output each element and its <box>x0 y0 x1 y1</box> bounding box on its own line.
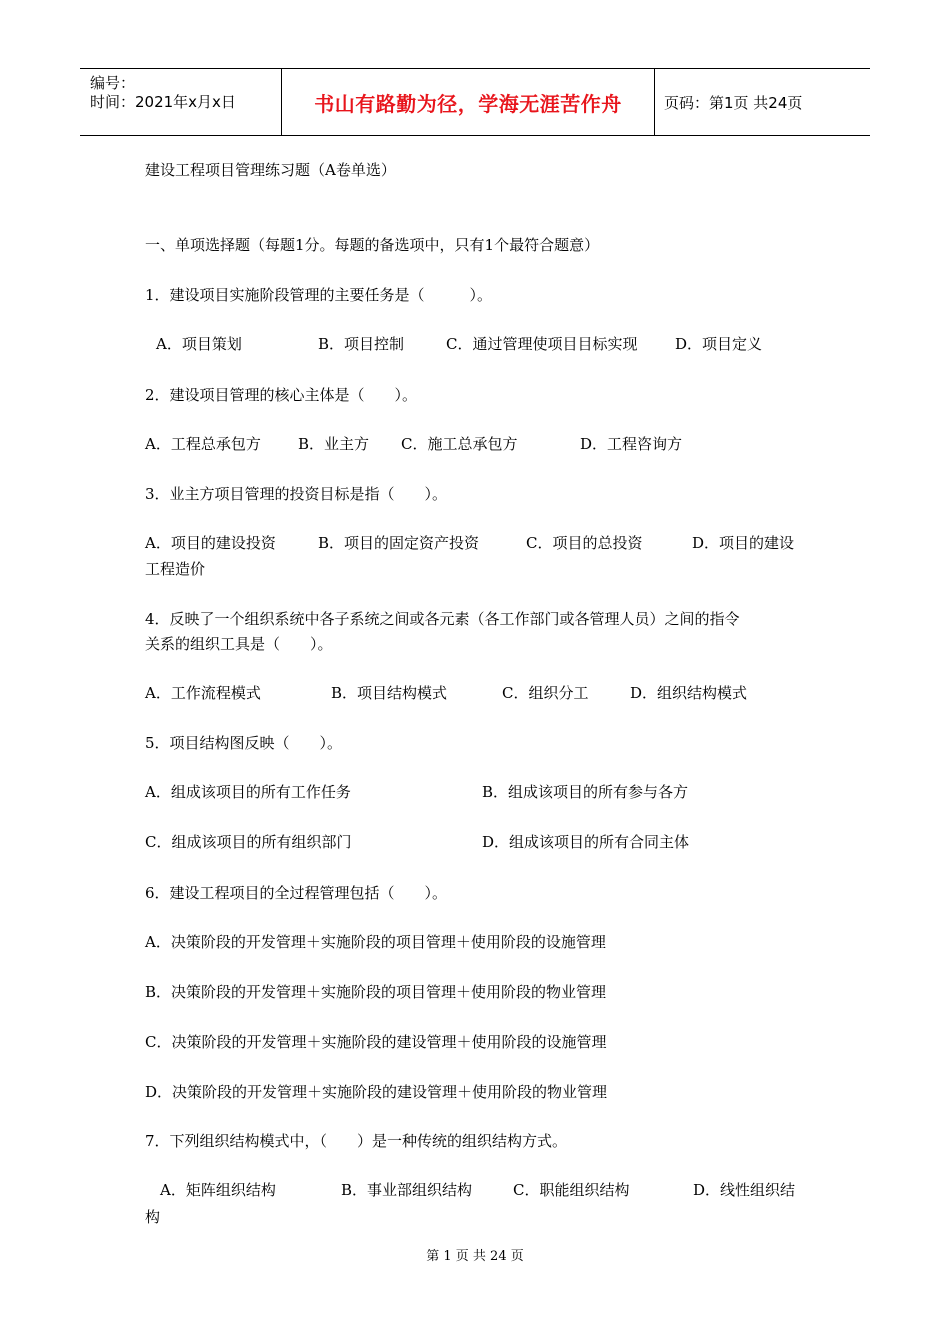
question-3-option-d-continued: 工程造价 <box>145 560 206 578</box>
question-3-stem: 3．业主方项目管理的投资目标是指（ ）。 <box>145 485 448 503</box>
question-7-option-d-continued: 构 <box>145 1208 161 1226</box>
question-3-option-c: C．项目的总投资 <box>526 534 643 552</box>
question-4-option-d: D．组织结构模式 <box>630 684 748 702</box>
question-5-option-c: C．组成该项目的所有组织部门 <box>145 833 352 851</box>
question-7-option-c: C．职能组织结构 <box>513 1181 630 1199</box>
question-7-option-b: B．事业部组织结构 <box>341 1181 473 1199</box>
header-slogan: 书山有路勤为径，学海无涯苦作舟 <box>314 91 622 116</box>
question-6-option-b: B．决策阶段的开发管理＋实施阶段的项目管理＋使用阶段的物业管理 <box>145 983 607 1001</box>
question-3-option-b: B．项目的固定资产投资 <box>318 534 480 552</box>
page-header <box>80 68 870 136</box>
question-1-option-a: A．项目策划 <box>156 335 242 353</box>
question-5-option-d: D．组成该项目的所有合同主体 <box>482 833 690 851</box>
question-5-stem: 5．项目结构图反映（ ）。 <box>145 734 343 752</box>
header-page-info: 页码：第1页 共24页 <box>664 93 803 112</box>
question-1-option-b: B．项目控制 <box>318 335 405 353</box>
question-4-option-a: A．工作流程模式 <box>145 684 261 702</box>
document-number-label: 编号： <box>90 74 136 92</box>
question-1-option-c: C．通过管理使项目目标实现 <box>446 335 638 353</box>
question-4-stem-continued: 关系的组织工具是（ ）。 <box>145 635 333 653</box>
question-4-option-b: B．项目结构模式 <box>331 684 448 702</box>
document-date-label: 时间：2021年x月x日 <box>90 93 236 111</box>
question-4-stem: 4．反映了一个组织系统中各子系统之间或各元素（各工作部门或各管理人员）之间的指令 <box>145 610 740 628</box>
question-2-stem: 2．建设项目管理的核心主体是（ ）。 <box>145 386 418 404</box>
header-meta <box>80 69 281 135</box>
question-5-option-a: A．组成该项目的所有工作任务 <box>145 783 351 801</box>
question-7-stem: 7．下列组织结构模式中，（ ）是一种传统的组织结构方式。 <box>145 1132 568 1150</box>
question-4-option-c: C．组织分工 <box>502 684 589 702</box>
question-6-option-d: D．决策阶段的开发管理＋实施阶段的建设管理＋使用阶段的物业管理 <box>145 1083 608 1101</box>
question-7-option-a: A．矩阵组织结构 <box>160 1181 276 1199</box>
section-heading: 一、单项选择题（每题1分。每题的备选项中，只有1个最符合题意） <box>145 236 600 254</box>
question-7-option-d: D．线性组织结 <box>693 1181 796 1199</box>
question-2-option-d: D．工程咨询方 <box>580 435 683 453</box>
page-footer: 第 1 页 共 24 页 <box>426 1249 524 1264</box>
question-5-option-b: B．组成该项目的所有参与各方 <box>482 783 689 801</box>
question-3-option-d: D．项目的建设 <box>692 534 795 552</box>
question-1-stem: 1．建设项目实施阶段管理的主要任务是（ ）。 <box>145 286 493 304</box>
question-2-option-c: C．施工总承包方 <box>401 435 518 453</box>
question-2-option-b: B．业主方 <box>298 435 370 453</box>
question-2-option-a: A．工程总承包方 <box>145 435 261 453</box>
header-divider <box>654 69 655 135</box>
document-title: 建设工程项目管理练习题（A卷单选） <box>145 161 396 179</box>
question-6-option-a: A．决策阶段的开发管理＋实施阶段的项目管理＋使用阶段的设施管理 <box>145 933 606 951</box>
question-1-option-d: D．项目定义 <box>675 335 763 353</box>
question-3-option-a: A．项目的建设投资 <box>145 534 276 552</box>
question-6-option-c: C．决策阶段的开发管理＋实施阶段的建设管理＋使用阶段的设施管理 <box>145 1033 607 1051</box>
question-6-stem: 6．建设工程项目的全过程管理包括（ ）。 <box>145 884 448 902</box>
